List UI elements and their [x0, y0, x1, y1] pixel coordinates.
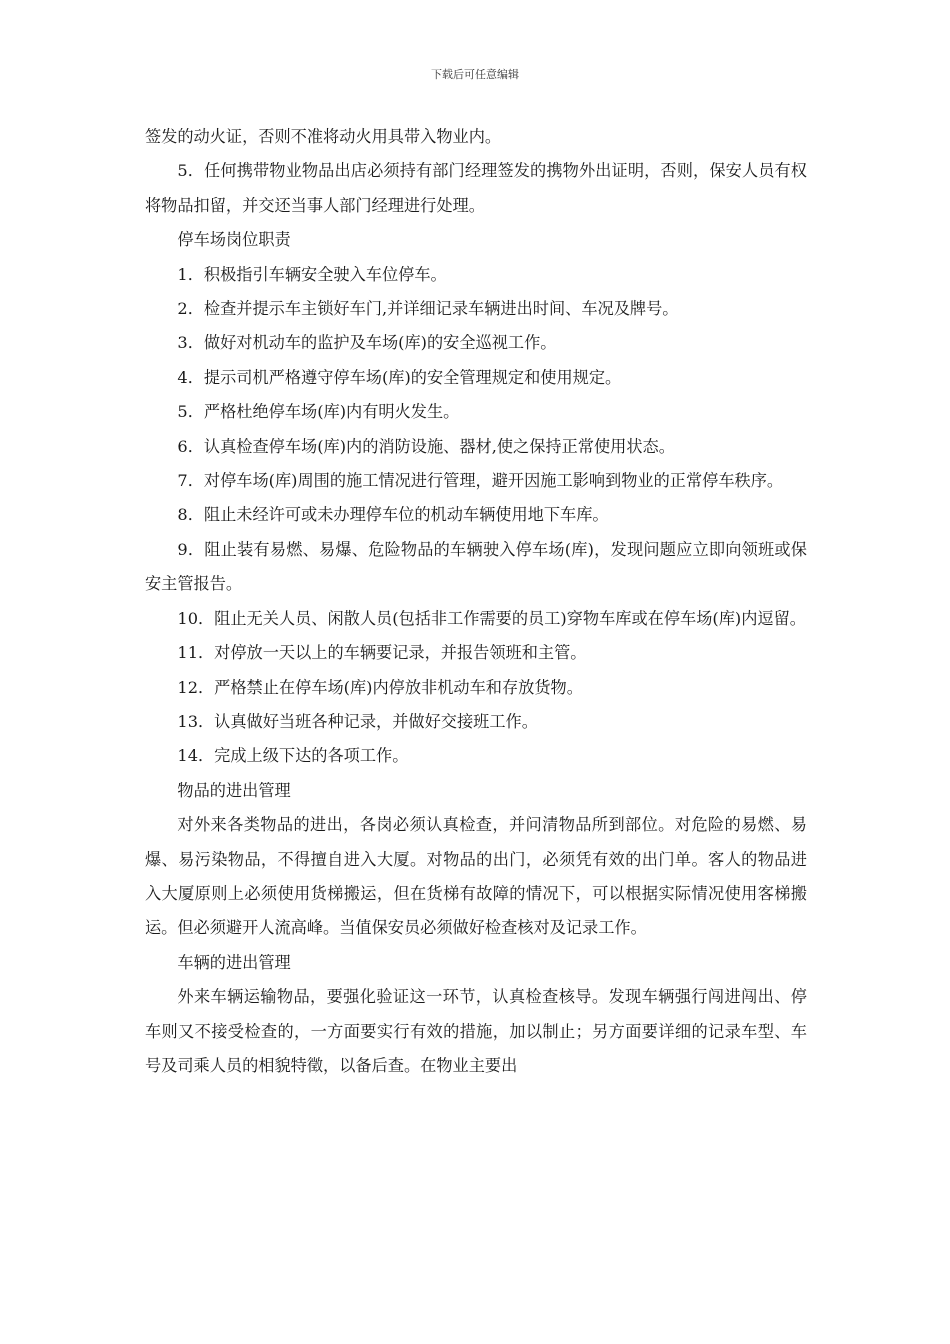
section-heading: 车辆的进出管理 — [177, 952, 291, 972]
paragraph: 对外来各类物品的进出，各岗必须认真检查，并问清物品所到部位。对危险的易燃、易爆、易污染物品，不得擅自进入大厦。对物品的出门，必须凭有效的出门单。客人的物品进入大厦原则上必须使用货梯搬运，但在货梯有故障的情况下，可以根据实际情况使用客梯搬运。但必须避开人流高峰。当值保安员必须做好检查核对及记录工作。 — [145, 815, 807, 938]
paragraph: 5．任何携带物业物品出店必须持有部门经理签发的携物外出证明，否则，保安人员有权将物品扣留，并交还当事人部门经理进行处理。 — [145, 161, 807, 215]
list-item: 6．认真检查停车场(库)内的消防设施、器材,使之保持正常使用状态。 — [177, 436, 675, 456]
page-header: 下载后可任意编辑 — [431, 68, 519, 81]
paragraph: 签发的动火证，否则不准将动火用具带入物业内。 — [145, 127, 502, 146]
list-item: 12．严格禁止在停车场(库)内停放非机动车和存放货物。 — [177, 677, 583, 697]
paragraph: 外来车辆运输物品，要强化验证这一环节，认真检查核导。发现车辆强行闯进闯出、停车则又不接受检查的，一方面要实行有效的措施，加以制止；另方面要详细的记录车型、车号及司乘人员的相貌特徵，以备后查。在物业主要出 — [145, 987, 807, 1075]
list-item: 11．对停放一天以上的车辆要记录，并报告领班和主管。 — [177, 643, 587, 663]
list-item: 10．阻止无关人员、闲散人员(包括非工作需要的员工)穿物车库或在停车场(库)内逗留。 — [177, 608, 806, 628]
list-item: 9．阻止装有易燃、易爆、危险物品的车辆驶入停车场(库)，发现问题应立即向领班或保安主管报告。 — [145, 539, 807, 594]
list-item: 5．严格杜绝停车场(库)内有明火发生。 — [177, 402, 460, 422]
section-heading: 物品的进出管理 — [177, 780, 291, 800]
list-item: 7．对停车场(库)周围的施工情况进行管理，避开因施工影响到物业的正常停车秩序。 — [177, 471, 784, 491]
list-item: 14．完成上级下达的各项工作。 — [177, 746, 409, 766]
section-heading: 停车场岗位职责 — [177, 230, 291, 250]
document-body — [145, 120, 807, 1083]
list-item: 1．积极指引车辆安全驶入车位停车。 — [177, 264, 447, 284]
list-item: 2．检查并提示车主锁好车门,并详细记录车辆进出时间、车况及牌号。 — [177, 299, 679, 319]
list-item: 3．做好对机动车的监护及车场(库)的安全巡视工作。 — [177, 333, 557, 353]
list-item: 8．阻止未经许可或未办理停车位的机动车辆使用地下车库。 — [177, 505, 609, 525]
list-item: 13．认真做好当班各种记录，并做好交接班工作。 — [177, 711, 538, 731]
list-item: 4．提示司机严格遵守停车场(库)的安全管理规定和使用规定。 — [177, 367, 622, 387]
